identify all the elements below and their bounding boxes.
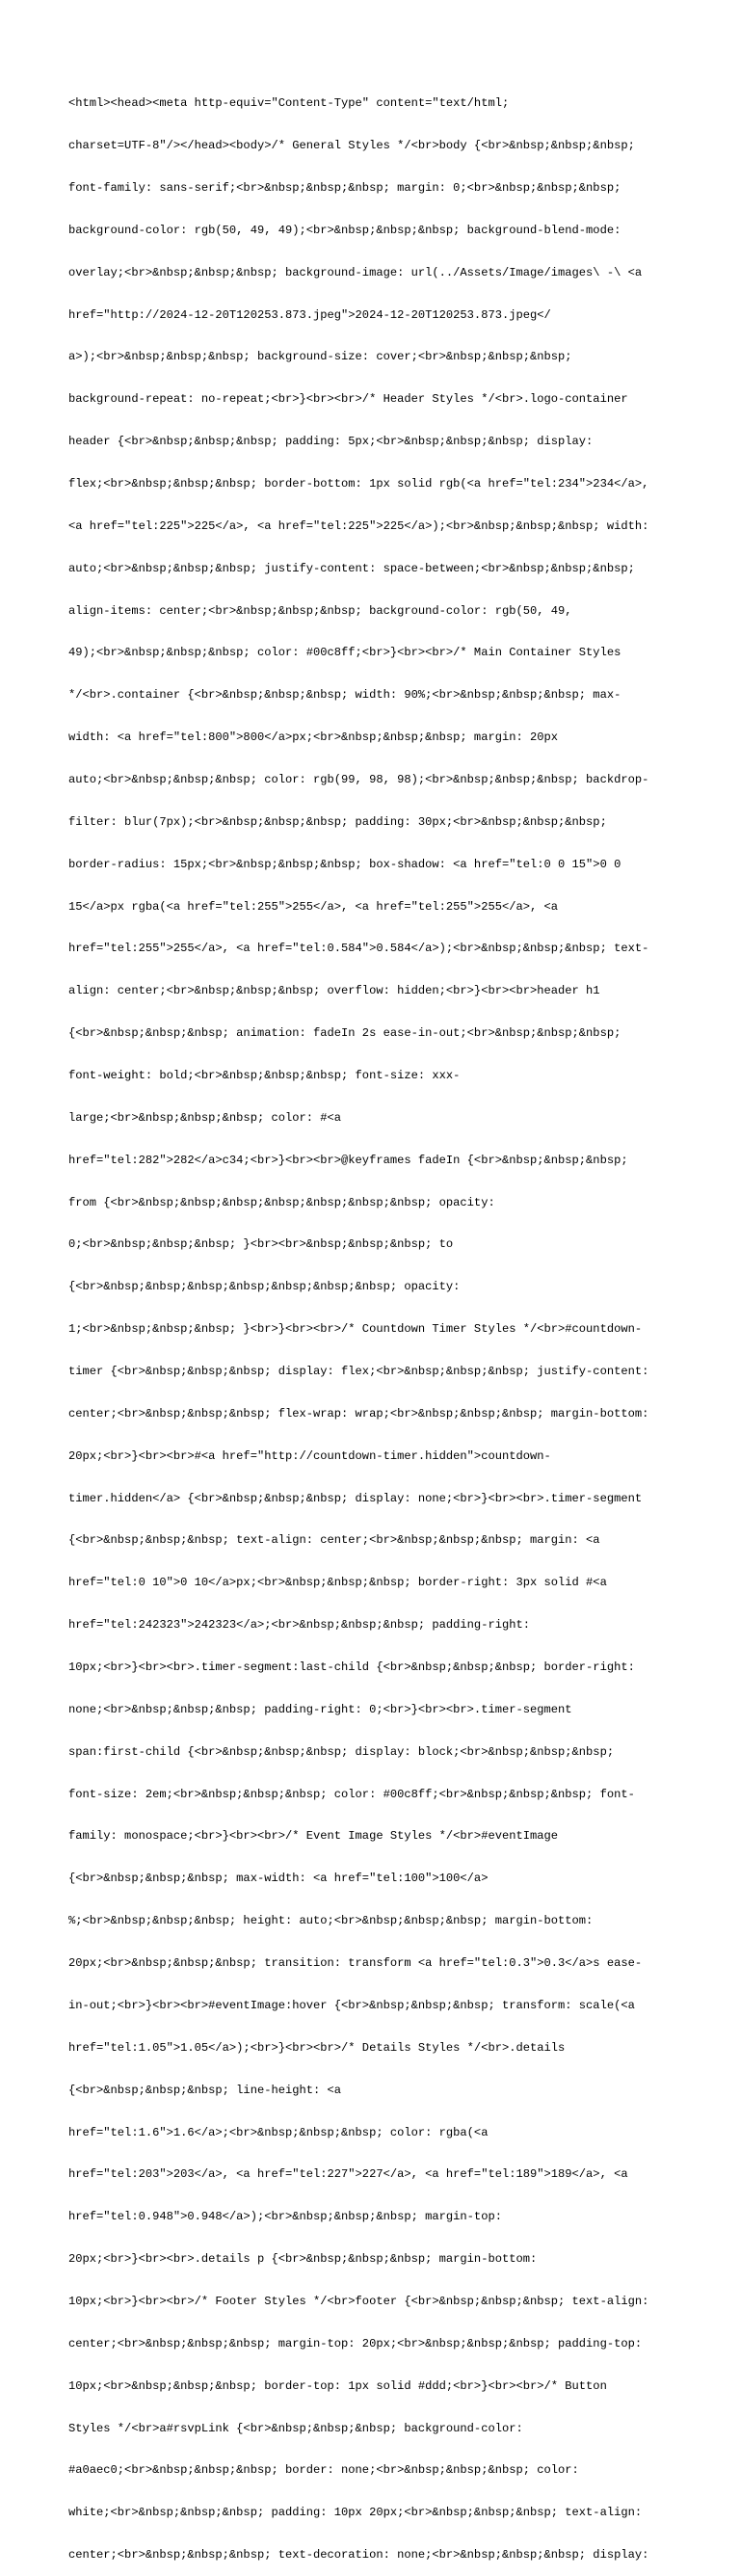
text-line: charset=UTF-8"/></head><body>/* General Styles */<br>body {<br>&nbsp;&nbsp;&nbsp;	[68, 139, 635, 153]
text-line: header {<br>&nbsp;&nbsp;&nbsp; padding: 5px;<br>&nbsp;&nbsp;&nbsp; display:	[68, 435, 594, 449]
text-line: timer {<br>&nbsp;&nbsp;&nbsp; display: flex;<br>&nbsp;&nbsp;&nbsp; justify-content:	[68, 1365, 649, 1379]
text-line: 1;<br>&nbsp;&nbsp;&nbsp; }<br>}<br><br>/* Countdown Timer Styles */<br>#countdown-	[68, 1322, 643, 1337]
text-line: href="http://2024-12-20T120253.873.jpeg">2024-12-20T120253.873.jpeg</	[68, 307, 551, 322]
text-line: 15</a>px rgba(<a href="tel:255">255</a>, <a href="tel:255">255</a>, <a	[68, 899, 559, 914]
text-line: family: monospace;<br>}<br><br>/* Event Image Styles */<br>#eventImage	[68, 1829, 559, 1844]
text-line: font-family: sans-serif;<br>&nbsp;&nbsp;&nbsp; margin: 0;<br>&nbsp;&nbsp;&nbsp;	[68, 180, 621, 195]
text-line: href="tel:242323">242323</a>;<br>&nbsp;&nbsp;&nbsp; padding-right:	[68, 1618, 530, 1633]
text-line: 10px;<br>&nbsp;&nbsp;&nbsp; border-top: 1px solid #ddd;<br>}<br><br>/* Button	[68, 2378, 607, 2393]
text-line: in-out;<br>}<br><br>#eventImage:hover {<br>&nbsp;&nbsp;&nbsp; transform: scale(<a	[68, 1998, 635, 2012]
text-line: Styles */<br>a#rsvpLink {<br>&nbsp;&nbsp;&nbsp; background-color:	[68, 2421, 523, 2435]
text-line: center;<br>&nbsp;&nbsp;&nbsp; margin-top: 20px;<br>&nbsp;&nbsp;&nbsp; padding-top:	[68, 2336, 643, 2350]
source-text-document	[68, 68, 685, 2576]
text-line: font-size: 2em;<br>&nbsp;&nbsp;&nbsp; color: #00c8ff;<br>&nbsp;&nbsp;&nbsp; font-	[68, 1787, 635, 1801]
text-line: width: <a href="tel:800">800</a>px;<br>&nbsp;&nbsp;&nbsp; margin: 20px	[68, 730, 559, 745]
text-line: 10px;<br>}<br><br>.timer-segment:last-child {<br>&nbsp;&nbsp;&nbsp; border-right:	[68, 1660, 635, 1675]
text-line: span:first-child {<br>&nbsp;&nbsp;&nbsp; display: block;<br>&nbsp;&nbsp;&nbsp;	[68, 1744, 615, 1759]
text-line: border-radius: 15px;<br>&nbsp;&nbsp;&nbsp; box-shadow: <a href="tel:0 0 15">0 0	[68, 857, 621, 871]
text-line: {<br>&nbsp;&nbsp;&nbsp; line-height: <a	[68, 2083, 342, 2097]
text-line: 20px;<br>&nbsp;&nbsp;&nbsp; transition: transform <a href="tel:0.3">0.3</a>s ease-	[68, 1956, 643, 1971]
text-line: flex;<br>&nbsp;&nbsp;&nbsp; border-bottom: 1px solid rgb(<a href="tel:234">234</a>,	[68, 476, 649, 491]
text-line: {<br>&nbsp;&nbsp;&nbsp; max-width: <a href="tel:100">100</a>	[68, 1872, 489, 1886]
text-line: filter: blur(7px);<br>&nbsp;&nbsp;&nbsp; padding: 30px;<br>&nbsp;&nbsp;&nbsp;	[68, 814, 607, 829]
text-line: href="tel:203">203</a>, <a href="tel:227">227</a>, <a href="tel:189">189</a>, <a	[68, 2167, 628, 2182]
text-line: font-weight: bold;<br>&nbsp;&nbsp;&nbsp; font-size: xxx-	[68, 1069, 461, 1083]
text-line: href="tel:0.948">0.948</a>);<br>&nbsp;&nbsp;&nbsp; margin-top:	[68, 2210, 502, 2224]
text-line: #a0aec0;<br>&nbsp;&nbsp;&nbsp; border: none;<br>&nbsp;&nbsp;&nbsp; color:	[68, 2463, 579, 2478]
text-line: auto;<br>&nbsp;&nbsp;&nbsp; color: rgb(99, 98, 98);<br>&nbsp;&nbsp;&nbsp; backdrop-	[68, 773, 649, 786]
text-line: {<br>&nbsp;&nbsp;&nbsp;&nbsp;&nbsp;&nbsp;&nbsp; opacity:	[68, 1280, 461, 1294]
text-line: */<br>.container {<br>&nbsp;&nbsp;&nbsp; width: 90%;<br>&nbsp;&nbsp;&nbsp; max-	[68, 688, 621, 703]
text-line: none;<br>&nbsp;&nbsp;&nbsp; padding-right: 0;<br>}<br><br>.timer-segment	[68, 1702, 572, 1716]
text-line: white;<br>&nbsp;&nbsp;&nbsp; padding: 10px 20px;<br>&nbsp;&nbsp;&nbsp; text-align:	[68, 2506, 643, 2520]
text-line: 10px;<br>}<br><br>/* Footer Styles */<br>footer {<br>&nbsp;&nbsp;&nbsp; text-align:	[68, 2294, 649, 2308]
text-line: center;<br>&nbsp;&nbsp;&nbsp; text-decoration: none;<br>&nbsp;&nbsp;&nbsp; display:	[68, 2548, 649, 2563]
text-line: {<br>&nbsp;&nbsp;&nbsp; text-align: center;<br>&nbsp;&nbsp;&nbsp; margin: <a	[68, 1533, 600, 1548]
text-line: auto;<br>&nbsp;&nbsp;&nbsp; justify-content: space-between;<br>&nbsp;&nbsp;&nbsp;	[68, 561, 635, 575]
text-line: href="tel:1.6">1.6</a>;<br>&nbsp;&nbsp;&nbsp; color: rgba(<a	[68, 2125, 489, 2139]
text-line: background-repeat: no-repeat;<br>}<br><br>/* Header Styles */<br>.logo-container	[68, 392, 628, 407]
text-line: {<br>&nbsp;&nbsp;&nbsp; animation: fadeIn 2s ease-in-out;<br>&nbsp;&nbsp;&nbsp;	[68, 1026, 621, 1041]
text-line: 49);<br>&nbsp;&nbsp;&nbsp; color: #00c8ff;<br>}<br><br>/* Main Container Styles	[68, 646, 621, 660]
text-line: align: center;<br>&nbsp;&nbsp;&nbsp; overflow: hidden;<br>}<br><br>header h1	[68, 984, 600, 998]
text-line: <a href="tel:225">225</a>, <a href="tel:225">225</a>);<br>&nbsp;&nbsp;&nbsp; width:	[68, 518, 649, 533]
text-line: a>);<br>&nbsp;&nbsp;&nbsp; background-size: cover;<br>&nbsp;&nbsp;&nbsp;	[68, 350, 572, 364]
text-line: href="tel:0 10">0 10</a>px;<br>&nbsp;&nbsp;&nbsp; border-right: 3px solid #<a	[68, 1576, 607, 1590]
text-line: from {<br>&nbsp;&nbsp;&nbsp;&nbsp;&nbsp;&nbsp;&nbsp; opacity:	[68, 1195, 495, 1209]
text-line: center;<br>&nbsp;&nbsp;&nbsp; flex-wrap: wrap;<br>&nbsp;&nbsp;&nbsp; margin-bottom:	[68, 1406, 649, 1421]
text-line: 20px;<br>}<br><br>#<a href="http://countdown-timer.hidden">countdown-	[68, 1448, 551, 1463]
text-line: href="tel:255">255</a>, <a href="tel:0.584">0.584</a>);<br>&nbsp;&nbsp;&nbsp; text-	[68, 942, 649, 956]
text-line: large;<br>&nbsp;&nbsp;&nbsp; color: #<a	[68, 1110, 342, 1125]
text-line: <html><head><meta http-equiv="Content-Type" content="text/html;	[68, 96, 510, 111]
text-line: align-items: center;<br>&nbsp;&nbsp;&nbsp; background-color: rgb(50, 49,	[68, 603, 572, 618]
text-line: 20px;<br>}<br><br>.details p {<br>&nbsp;&nbsp;&nbsp; margin-bottom:	[68, 2252, 538, 2267]
text-line: overlay;<br>&nbsp;&nbsp;&nbsp; background-image: url(../Assets/Image/images\ -\ <a	[68, 265, 643, 279]
text-line: background-color: rgb(50, 49, 49);<br>&nbsp;&nbsp;&nbsp; background-blend-mode:	[68, 223, 621, 237]
text-line: timer.hidden</a> {<br>&nbsp;&nbsp;&nbsp; display: none;<br>}<br><br>.timer-segment	[68, 1491, 643, 1505]
text-line: href="tel:1.05">1.05</a>);<br>}<br><br>/* Details Styles */<br>.details	[68, 2040, 566, 2055]
text-line: %;<br>&nbsp;&nbsp;&nbsp; height: auto;<br>&nbsp;&nbsp;&nbsp; margin-bottom:	[68, 1914, 594, 1928]
text-line: 0;<br>&nbsp;&nbsp;&nbsp; }<br><br>&nbsp;&nbsp;&nbsp; to	[68, 1237, 454, 1252]
text-line: href="tel:282">282</a>c34;<br>}<br><br>@keyframes fadeIn {<br>&nbsp;&nbsp;&nbsp;	[68, 1153, 628, 1167]
